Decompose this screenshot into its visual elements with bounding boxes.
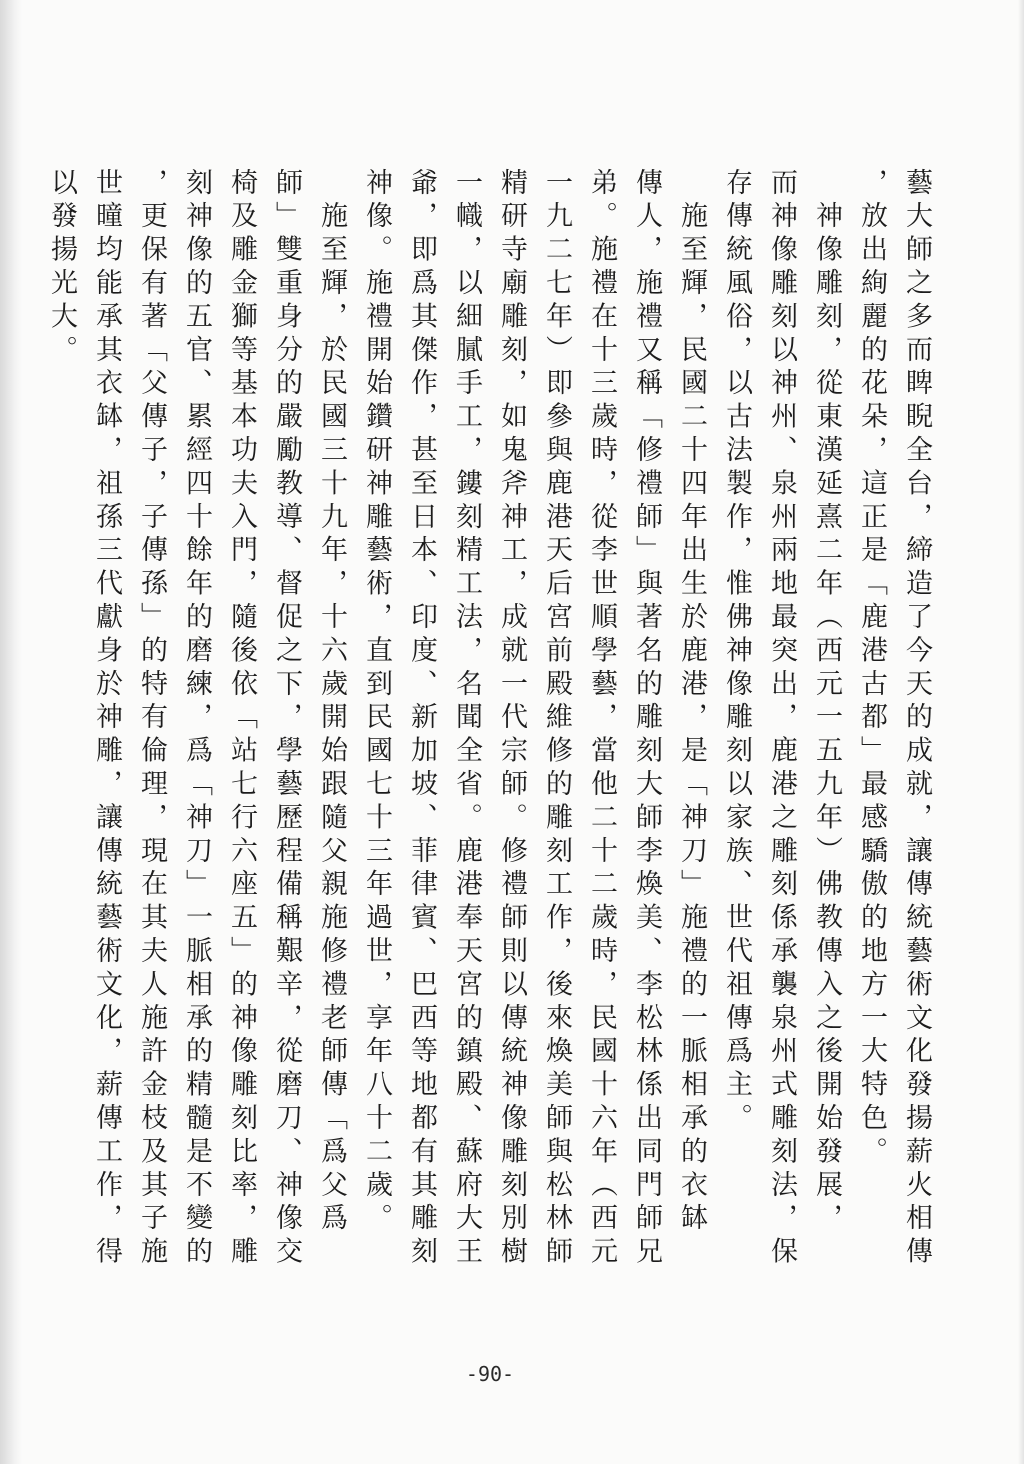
text-column: ，放出絢麗的花朵，這正是「鹿港古都」最感驕傲的地方一大特色。 [856,168,887,1170]
text-column: 藝大師之多而睥睨全台，締造了今天的成就，讓傳統藝術文化發揚薪火相傳 [901,168,932,1271]
vertical-text-body [48,168,938,1408]
text-column: 一九二七年）即參與鹿港天后宮前殿維修的雕刻工作，後來煥美師與松林師 [541,168,572,1271]
text-column: 神像雕刻，從東漢延熹二年（西元一五九年）佛教傳入之後開始發展， [811,168,842,1237]
text-column: 椅及雕金獅等基本功夫入門，隨後依「站七行六座五」的神像雕刻比率，雕 [226,168,257,1271]
text-column: ，更保有著「父傳子，子傳孫」的特有倫理，現在其夫人施許金枝及其子施 [136,168,167,1271]
text-column: 施至輝，民國二十四年出生於鹿港，是「神刀」施禮的一脈相承的衣缽 [676,168,707,1237]
text-column: 以發揚光大。 [46,168,77,369]
text-column: 弟。施禮在十三歲時，從李世順學藝，當他二十二歲時，民國十六年（西元 [586,168,617,1271]
text-column: 世曈均能承其衣缽，祖孫三代獻身於神雕，讓傳統藝術文化，薪傳工作，得 [91,168,122,1271]
page-edge-shadow [1018,0,1024,1464]
text-column: 刻神像的五官、累經四十餘年的磨練，爲「神刀」一脈相承的精髓是不變的 [181,168,212,1271]
page-binding-shadow [0,0,22,1464]
text-column: 而神像雕刻以神州、泉州兩地最突出，鹿港之雕刻係承襲泉州式雕刻法，保 [766,168,797,1271]
text-column: 爺，即爲其傑作，甚至日本、印度、新加坡、菲律賓、巴西等地都有其雕刻 [406,168,437,1271]
text-column: 傳人，施禮又稱「修禮師」與著名的雕刻大師李煥美、李松林係出同門師兄 [631,168,662,1271]
text-column: 精研寺廟雕刻，如鬼斧神工，成就一代宗師。修禮師則以傳統神像雕刻別樹 [496,168,527,1271]
text-column: 神像。施禮開始鑽研神雕藝術，直到民國七十三年過世，享年八十二歲。 [361,168,392,1237]
text-column: 師」雙重身分的嚴勵教導、督促之下，學藝歷程備稱艱辛，從磨刀、神像交 [271,168,302,1271]
text-column: 存傳統風俗，以古法製作，惟佛神像雕刻以家族、世代祖傳爲主。 [721,168,752,1137]
page-number: -90- [465,1362,515,1386]
text-column: 一幟，以細膩手工，鏤刻精工法，名聞全省。鹿港奉天宮的鎮殿、蘇府大王 [451,168,482,1271]
text-column: 施至輝，於民國三十九年，十六歲開始跟隨父親施修禮老師傳「爲父爲 [316,168,347,1237]
